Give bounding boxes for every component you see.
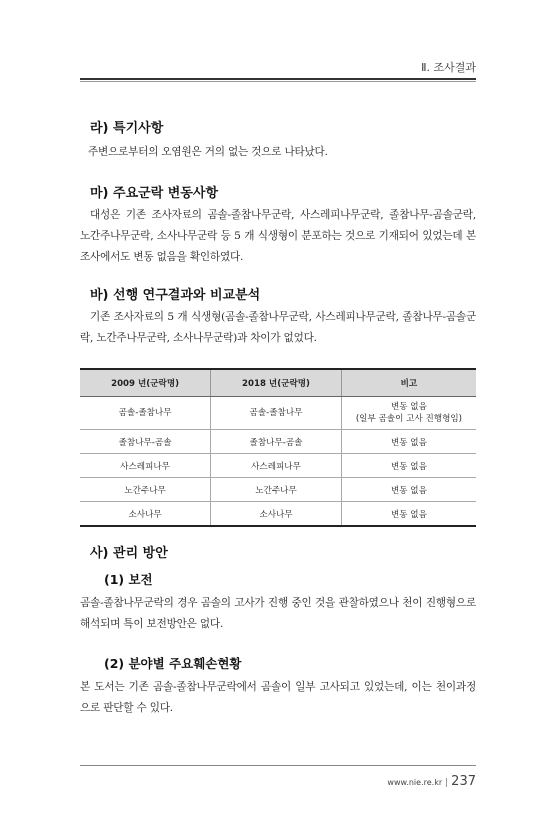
table-row [80,478,476,502]
table-cell: 졸참나무-곰솔 [80,430,211,454]
paragraph-conservation-text: 곰솔-졸참나무군락의 경우 곰솔의 고사가 진행 중인 것을 관찰하였으나 천이 진행형으로 해석되며 특이 보전방안은 없다. [80,597,476,630]
table-cell: 사스레피나무 [80,454,211,478]
table-cell: 변동 없음 [341,454,476,478]
footer-rule [80,765,476,766]
table-cell: 노간주나무 [80,478,211,502]
table-cell-note-line2: (일부 곰솔이 고사 진행형임) [355,414,463,424]
paragraph-ma [80,205,476,268]
heading-ra: 라) 특기사항 [90,121,164,136]
paragraph-ba-text: 기존 조사자료의 5 개 식생형(곰솔-졸참나무군락, 사스레피나무군락, 졸참나무-곰솔군락, 노간주나무군락, 소사나무군락)과 차이가 없었다. [80,311,476,344]
table-cell-note [341,397,476,430]
table-row [80,502,476,527]
table-cell: 사스레피나무 [211,454,342,478]
heading-ba: 바) 선행 연구결과와 비교분석 [90,288,261,303]
table-cell: 곰솔-졸참나무 [211,397,342,430]
heading-ma: 마) 주요군락 변동사항 [90,186,219,201]
subheading-conservation: (1) 보전 [104,572,153,587]
table-cell: 변동 없음 [341,430,476,454]
page-number: 237 [451,774,476,789]
paragraph-damage-status-text: 본 도서는 기존 곰솔-졸참나무군락에서 곰솔이 일부 고사되고 있었는데, 이는 천이과정으로 판단할 수 있다. [80,681,476,714]
table-cell: 소사나무 [80,502,211,527]
table-cell: 졸참나무-곰솔 [211,430,342,454]
table-header-note: 비고 [341,369,476,397]
table-cell-note-line1: 변동 없음 [390,402,427,412]
table-header-2009: 2009 년(군락명) [80,369,211,397]
comparison-table [80,368,476,527]
paragraph-ra [88,142,484,163]
table-row [80,430,476,454]
header-rule [80,78,476,80]
heading-sa: 사) 관리 방안 [90,546,168,561]
paragraph-conservation [80,593,476,635]
paragraph-ba [80,307,476,349]
page-footer [80,770,476,789]
table-cell: 변동 없음 [341,502,476,527]
table-cell: 곰솔-졸참나무 [80,397,211,430]
paragraph-damage-status [80,677,476,719]
footer-url: www.nie.re.kr [387,778,443,787]
table-cell: 노간주나무 [211,478,342,502]
footer-separator: | [445,778,449,788]
table-row [80,397,476,430]
running-header: Ⅱ. 조사결과 [421,61,476,74]
table-cell: 소사나무 [211,502,342,527]
header-rule-thin [80,81,476,82]
table-header-row [80,369,476,397]
table-header-2018: 2018 년(군락명) [211,369,342,397]
paragraph-ra-text: 주변으로부터의 오염원은 거의 없는 것으로 나타났다. [88,146,328,158]
paragraph-ma-text: 대성은 기존 조사자료의 곰솔-졸참나무군락, 사스레피나무군락, 졸참나무-곰솔군락, 노간주나무군락, 소사나무군락 등 5 개 식생형이 분포하는 것으로 기재되어 있었는데 본 조사에서도 변동 없음을 확인하였다. [80,209,476,263]
table-cell: 변동 없음 [341,478,476,502]
subheading-damage-status: (2) 분야별 주요훼손현황 [104,656,242,671]
table-row [80,454,476,478]
